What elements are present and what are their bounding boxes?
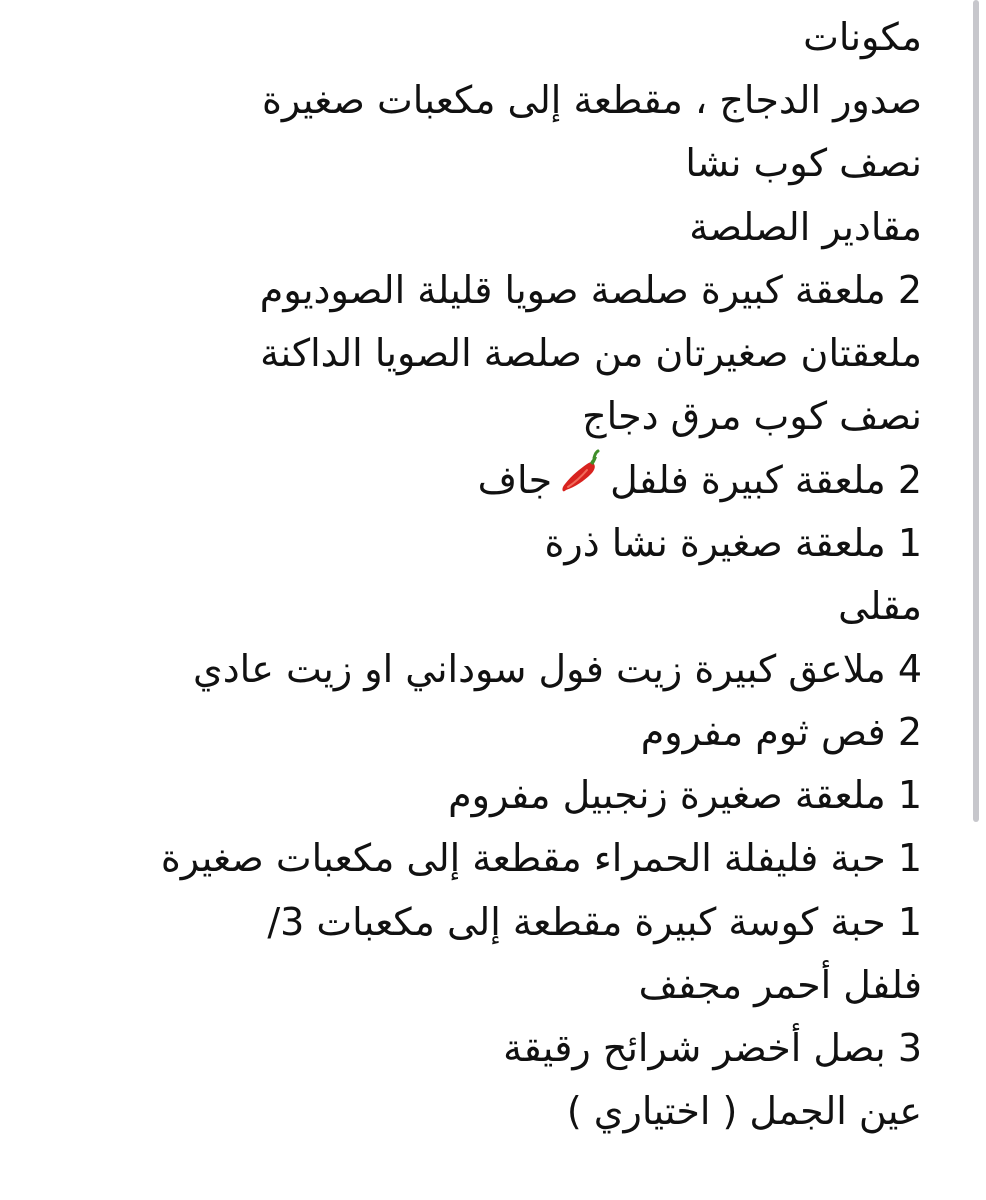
ingredient-text: 2 ملعقة كبيرة فلفل: [610, 458, 922, 503]
ingredient-line: فلفل أحمر مجفف: [638, 962, 922, 1007]
ingredient-text-suffix: جاف: [477, 458, 553, 503]
scrollbar-thumb[interactable]: [973, 0, 979, 822]
hot-pepper-icon: [556, 448, 606, 517]
section-heading-sauce: مقادير الصلصة: [689, 204, 922, 249]
ingredient-line: صدور الدجاج ، مقطعة إلى مكعبات صغيرة: [261, 78, 922, 123]
section-heading-ingredients: مكونات: [803, 15, 922, 59]
ingredient-line: 1 حبة فليفلة الحمراء مقطعة إلى مكعبات صغيرة: [160, 836, 922, 881]
ingredient-line: 1 ملعقة صغيرة زنجبيل مفروم: [448, 773, 922, 818]
ingredient-line: نصف كوب نشا: [685, 141, 922, 186]
ingredient-line-chili: [22, 448, 922, 511]
ingredient-line: 2 فص ثوم مفروم: [640, 710, 922, 755]
recipe-ingredients-list: [22, 6, 922, 1143]
ingredient-line: ملعقتان صغيرتان من صلصة الصويا الداكنة: [260, 330, 922, 375]
vertical-scrollbar[interactable]: [972, 0, 986, 1200]
ingredient-line: 2 ملعقة كبيرة صلصة صويا قليلة الصوديوم: [259, 267, 922, 312]
ingredient-line: 3 بصل أخضر شرائح رقيقة: [503, 1026, 922, 1070]
section-heading-fry: مقلى: [838, 583, 922, 628]
ingredient-line: عين الجمل ( اختياري ): [566, 1089, 922, 1134]
ingredient-line: 1 حبة كوسة كبيرة مقطعة إلى مكعبات 3/: [267, 899, 922, 944]
ingredient-line: 1 ملعقة صغيرة نشا ذرة: [544, 520, 922, 565]
ingredient-line: 4 ملاعق كبيرة زيت فول سوداني او زيت عادي: [192, 646, 922, 691]
ingredient-line: نصف كوب مرق دجاج: [582, 394, 922, 439]
